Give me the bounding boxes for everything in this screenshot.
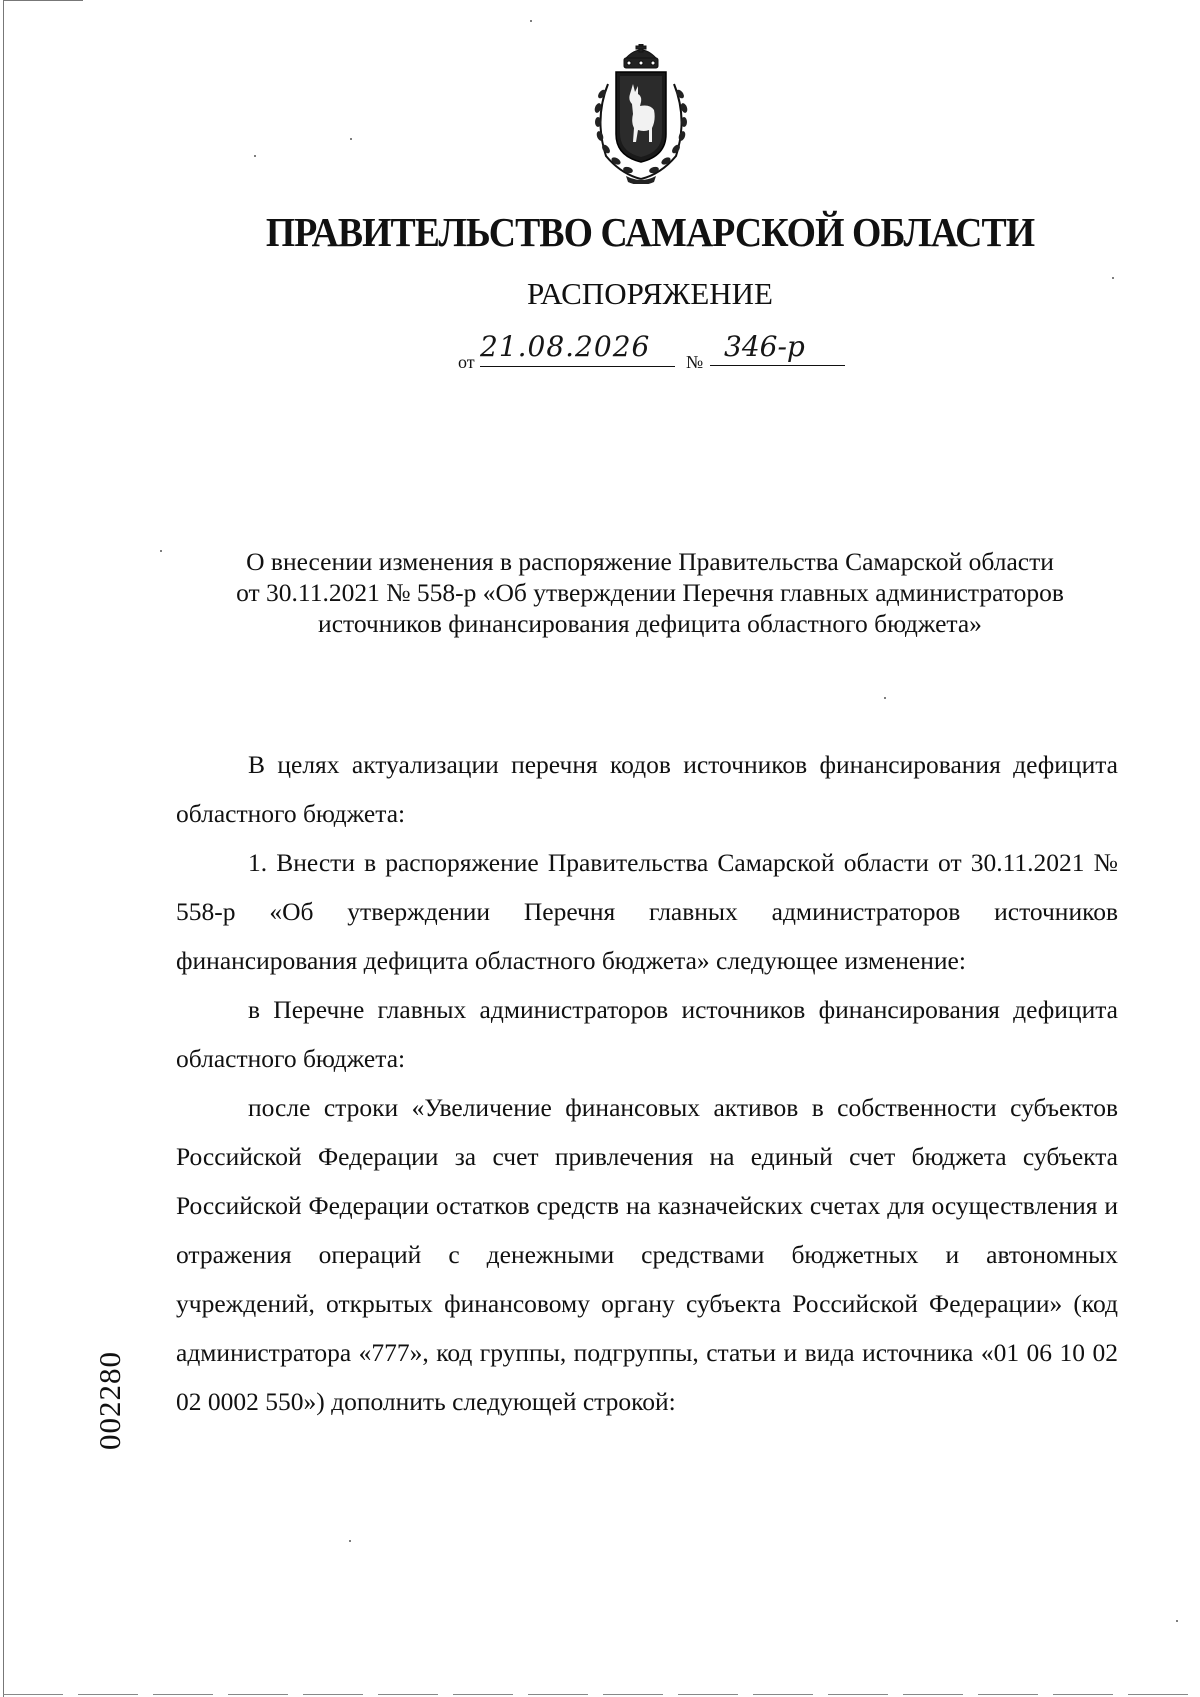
body-paragraph: В целях актуализации перечня кодов источников финансирования дефицита областного бюджета: [176, 750, 1118, 828]
number-prefix: № [686, 352, 704, 372]
registration-line [458, 330, 858, 370]
side-stamp-number: 002280 [92, 1351, 127, 1450]
document-number: 346-р [710, 330, 845, 366]
government-title: ПРАВИТЕЛЬСТВО САМАРСКОЙ ОБЛАСТИ [265, 209, 1035, 255]
scan-edge-bottom [3, 1694, 1193, 1695]
coat-of-arms-icon [586, 44, 696, 184]
body-paragraph: 1. Внести в распоряжение Правительства Самарской области от 30.11.2021 № 558-р «Об утверждении Перечня главных администраторов источников финансирования дефицита областного бюджета» следующее изменение: [176, 848, 1118, 975]
document-subject [150, 546, 1150, 639]
subject-line: от 30.11.2021 № 558-р «Об утверждении Перечня главных администраторов [236, 578, 1064, 607]
scan-speck [884, 697, 886, 699]
subject-line: источников финансирования дефицита областного бюджета» [318, 609, 982, 638]
scan-speck [349, 1540, 351, 1542]
scan-speck [1112, 277, 1114, 279]
date-prefix: от [458, 352, 475, 372]
document-date: 21.08.2026 [480, 330, 675, 367]
document-type: РАСПОРЯЖЕНИЕ [527, 276, 773, 311]
scan-speck [530, 20, 532, 22]
scan-edge-left [3, 0, 4, 1697]
subject-line: О внесении изменения в распоряжение Правительства Самарской области [246, 547, 1054, 576]
scan-speck [1176, 1620, 1178, 1622]
body-paragraph: после строки «Увеличение финансовых активов в собственности субъектов Российской Федерации за счет привлечения на единый счет бюджета субъекта Российской Федерации остатков средств на казначейских счетах для осуществления и отражения операций с денежными средствами бюджетных и автономных учреждений, открытых финансовому органу субъекта Российской Федерации» (код администратора «777», код группы, подгруппы, статьи и вида источника «01 06 10 02 02 0002 550») дополнить следующей строкой: [176, 1093, 1118, 1416]
body-paragraph: в Перечне главных администраторов источников финансирования дефицита областного бюджета: [176, 995, 1118, 1073]
scan-speck [350, 138, 352, 140]
scan-speck [160, 550, 162, 552]
scan-edge-top [3, 0, 83, 1]
document-body [176, 740, 1118, 1426]
scan-speck [254, 155, 256, 157]
